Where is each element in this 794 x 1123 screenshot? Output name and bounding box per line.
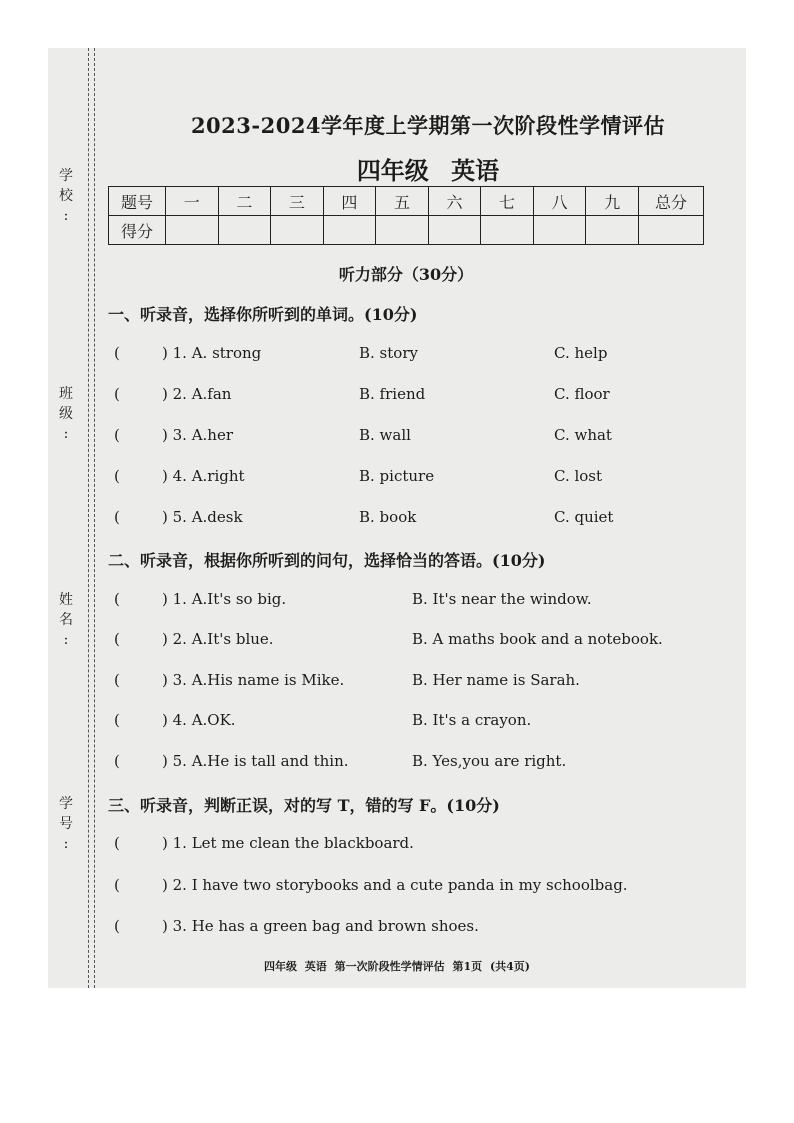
statement: ) 3. He has a green bag and brown shoes. bbox=[162, 917, 479, 935]
answer-blank[interactable]: ( bbox=[114, 508, 120, 526]
score-blank-cell[interactable] bbox=[533, 216, 586, 245]
score-blank-cell[interactable] bbox=[639, 216, 704, 245]
score-table bbox=[108, 186, 704, 245]
option-c: C. what bbox=[554, 426, 612, 444]
score-blank-cell[interactable] bbox=[218, 216, 271, 245]
option-b: B. Her name is Sarah. bbox=[412, 671, 580, 689]
section-1-title: 一、听录音，选择你所听到的单词。(10分) bbox=[108, 305, 418, 324]
score-blank-cell[interactable] bbox=[323, 216, 376, 245]
answer-blank[interactable]: ( bbox=[114, 876, 120, 894]
answer-blank[interactable]: ( bbox=[114, 467, 120, 485]
question-row bbox=[114, 876, 714, 898]
option-a: ) 3. A.His name is Mike. bbox=[162, 671, 345, 689]
answer-blank[interactable]: ( bbox=[114, 590, 120, 608]
score-cell: 五 bbox=[376, 187, 429, 216]
option-b: B. It's a crayon. bbox=[412, 711, 532, 729]
answer-blank[interactable]: ( bbox=[114, 711, 120, 729]
question-row bbox=[114, 426, 714, 448]
option-a: ) 5. A.He is tall and thin. bbox=[162, 752, 349, 770]
question-row bbox=[114, 711, 714, 733]
answer-blank[interactable]: ( bbox=[114, 671, 120, 689]
score-blank-cell[interactable] bbox=[481, 216, 534, 245]
listening-part-heading: 听力部分（30分） bbox=[338, 265, 474, 284]
class-label: 班 级 : bbox=[59, 386, 73, 442]
score-table-score-row bbox=[109, 216, 704, 245]
score-blank-cell[interactable] bbox=[586, 216, 639, 245]
answer-blank[interactable]: ( bbox=[114, 426, 120, 444]
score-cell: 四 bbox=[323, 187, 376, 216]
option-a: ) 4. A.right bbox=[162, 467, 245, 485]
section-3-title: 三、听录音，判断正误，对的写 T，错的写 F。(10分) bbox=[108, 796, 500, 815]
score-cell: 七 bbox=[481, 187, 534, 216]
score-table-header-row bbox=[109, 187, 704, 216]
page-footer: 四年级 英语 第一次阶段性学情评估 第1页 (共4页) bbox=[263, 960, 531, 973]
option-b: B. It's near the window. bbox=[412, 590, 592, 608]
question-row bbox=[114, 590, 714, 612]
statement: ) 1. Let me clean the blackboard. bbox=[162, 834, 414, 852]
score-cell: 三 bbox=[271, 187, 324, 216]
answer-blank[interactable]: ( bbox=[114, 834, 120, 852]
question-row bbox=[114, 344, 714, 366]
score-cell: 八 bbox=[533, 187, 586, 216]
option-b: B. Yes,you are right. bbox=[412, 752, 567, 770]
exam-subtitle: 四年级 英语 bbox=[356, 156, 500, 185]
student-number-label: 学 号 : bbox=[59, 796, 73, 852]
option-c: C. help bbox=[554, 344, 608, 362]
score-cell: 六 bbox=[428, 187, 481, 216]
option-a: ) 5. A.desk bbox=[162, 508, 243, 526]
score-cell: 一 bbox=[166, 187, 219, 216]
option-a: ) 4. A.OK. bbox=[162, 711, 236, 729]
answer-blank[interactable]: ( bbox=[114, 630, 120, 648]
option-a: ) 3. A.her bbox=[162, 426, 234, 444]
score-blank-cell[interactable] bbox=[428, 216, 481, 245]
answer-blank[interactable]: ( bbox=[114, 344, 120, 362]
answer-blank[interactable]: ( bbox=[114, 752, 120, 770]
binding-line bbox=[88, 48, 89, 988]
option-a: ) 2. A.fan bbox=[162, 385, 232, 403]
answer-blank[interactable]: ( bbox=[114, 917, 120, 935]
question-row bbox=[114, 508, 714, 530]
option-c: C. quiet bbox=[554, 508, 614, 526]
score-cell: 二 bbox=[218, 187, 271, 216]
school-label: 学 校 : bbox=[59, 168, 73, 224]
option-b: B. wall bbox=[359, 426, 411, 444]
score-cell: 得分 bbox=[109, 216, 166, 245]
score-cell: 题号 bbox=[109, 187, 166, 216]
exam-title: 2023-2024学年度上学期第一次阶段性学情评估 bbox=[190, 113, 666, 138]
question-row bbox=[114, 467, 714, 489]
option-a: ) 1. A.It's so big. bbox=[162, 590, 287, 608]
option-b: B. friend bbox=[359, 385, 426, 403]
name-label: 姓 名 : bbox=[59, 592, 73, 648]
option-a: ) 2. A.It's blue. bbox=[162, 630, 274, 648]
option-b: B. A maths book and a notebook. bbox=[412, 630, 663, 648]
score-blank-cell[interactable] bbox=[166, 216, 219, 245]
binding-line bbox=[94, 48, 95, 988]
score-cell: 总分 bbox=[639, 187, 704, 216]
option-b: B. picture bbox=[359, 467, 435, 485]
exam-paper bbox=[48, 48, 746, 988]
option-c: C. lost bbox=[554, 467, 603, 485]
question-row bbox=[114, 671, 714, 693]
score-blank-cell[interactable] bbox=[271, 216, 324, 245]
score-blank-cell[interactable] bbox=[376, 216, 429, 245]
question-row bbox=[114, 630, 714, 652]
section-2-title: 二、听录音，根据你所听到的问句，选择恰当的答语。(10分) bbox=[108, 551, 546, 570]
question-row bbox=[114, 752, 714, 774]
question-row bbox=[114, 917, 714, 939]
score-cell: 九 bbox=[586, 187, 639, 216]
option-a: ) 1. A. strong bbox=[162, 344, 262, 362]
option-c: C. floor bbox=[554, 385, 610, 403]
question-row bbox=[114, 385, 714, 407]
question-row bbox=[114, 834, 714, 856]
statement: ) 2. I have two storybooks and a cute panda in my schoolbag. bbox=[162, 876, 628, 894]
option-b: B. book bbox=[359, 508, 417, 526]
answer-blank[interactable]: ( bbox=[114, 385, 120, 403]
option-b: B. story bbox=[359, 344, 418, 362]
